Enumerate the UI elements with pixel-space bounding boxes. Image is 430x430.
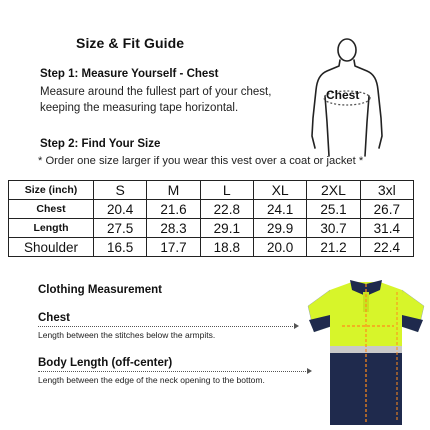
table-cell: 31.4: [360, 219, 413, 238]
header-label: Size (inch): [9, 181, 94, 200]
size-header: S: [94, 181, 147, 200]
step2-heading: Step 2: Find Your Size: [40, 138, 161, 150]
table-cell: 20.0: [253, 238, 306, 257]
table-cell: 20.4: [94, 200, 147, 219]
length-dotted-line: [38, 371, 308, 372]
person-outline-icon: [305, 36, 385, 171]
chest-label: Chest: [326, 88, 360, 102]
step1-line1: Measure around the fullest part of your chest,: [40, 86, 272, 98]
table-cell: 24.1: [253, 200, 306, 219]
chest-arrow-icon: [294, 323, 299, 329]
size-header: 3xl: [360, 181, 413, 200]
step1-line2: keeping the measuring tape horizontal.: [40, 102, 239, 114]
chest-measure-label: Chest: [38, 312, 70, 324]
table-cell: 26.7: [360, 200, 413, 219]
table-cell: 17.7: [147, 238, 200, 257]
table-cell: 21.6: [147, 200, 200, 219]
table-header-row: [9, 181, 414, 200]
length-measure-desc: Length between the edge of the neck opening to the bottom.: [38, 375, 265, 385]
size-header: XL: [253, 181, 306, 200]
step2-note: * Order one size larger if you wear this vest over a coat or jacket *: [38, 155, 364, 167]
size-table: [8, 180, 414, 257]
length-measure-label: Body Length (off-center): [38, 357, 173, 369]
table-row: [9, 219, 414, 238]
table-row: [9, 238, 414, 257]
chest-dotted-line: [38, 326, 295, 327]
row-label: Length: [9, 219, 94, 238]
table-cell: 27.5: [94, 219, 147, 238]
size-header: L: [200, 181, 253, 200]
size-header: 2XL: [307, 181, 360, 200]
hi-vis-polo-shirt-icon: [302, 270, 430, 430]
table-cell: 22.4: [360, 238, 413, 257]
table-cell: 22.8: [200, 200, 253, 219]
page-title: Size & Fit Guide: [76, 35, 185, 51]
chest-measure-desc: Length between the stitches below the armpits.: [38, 330, 216, 340]
table-cell: 29.1: [200, 219, 253, 238]
table-cell: 18.8: [200, 238, 253, 257]
row-label: Chest: [9, 200, 94, 219]
table-cell: 30.7: [307, 219, 360, 238]
table-cell: 25.1: [307, 200, 360, 219]
table-cell: 21.2: [307, 238, 360, 257]
row-label: Shoulder: [9, 238, 94, 257]
table-cell: 29.9: [253, 219, 306, 238]
size-header: M: [147, 181, 200, 200]
table-row: [9, 200, 414, 219]
table-cell: 28.3: [147, 219, 200, 238]
table-cell: 16.5: [94, 238, 147, 257]
clothing-measurement-title: Clothing Measurement: [38, 284, 162, 296]
step1-heading: Step 1: Measure Yourself - Chest: [40, 68, 219, 80]
